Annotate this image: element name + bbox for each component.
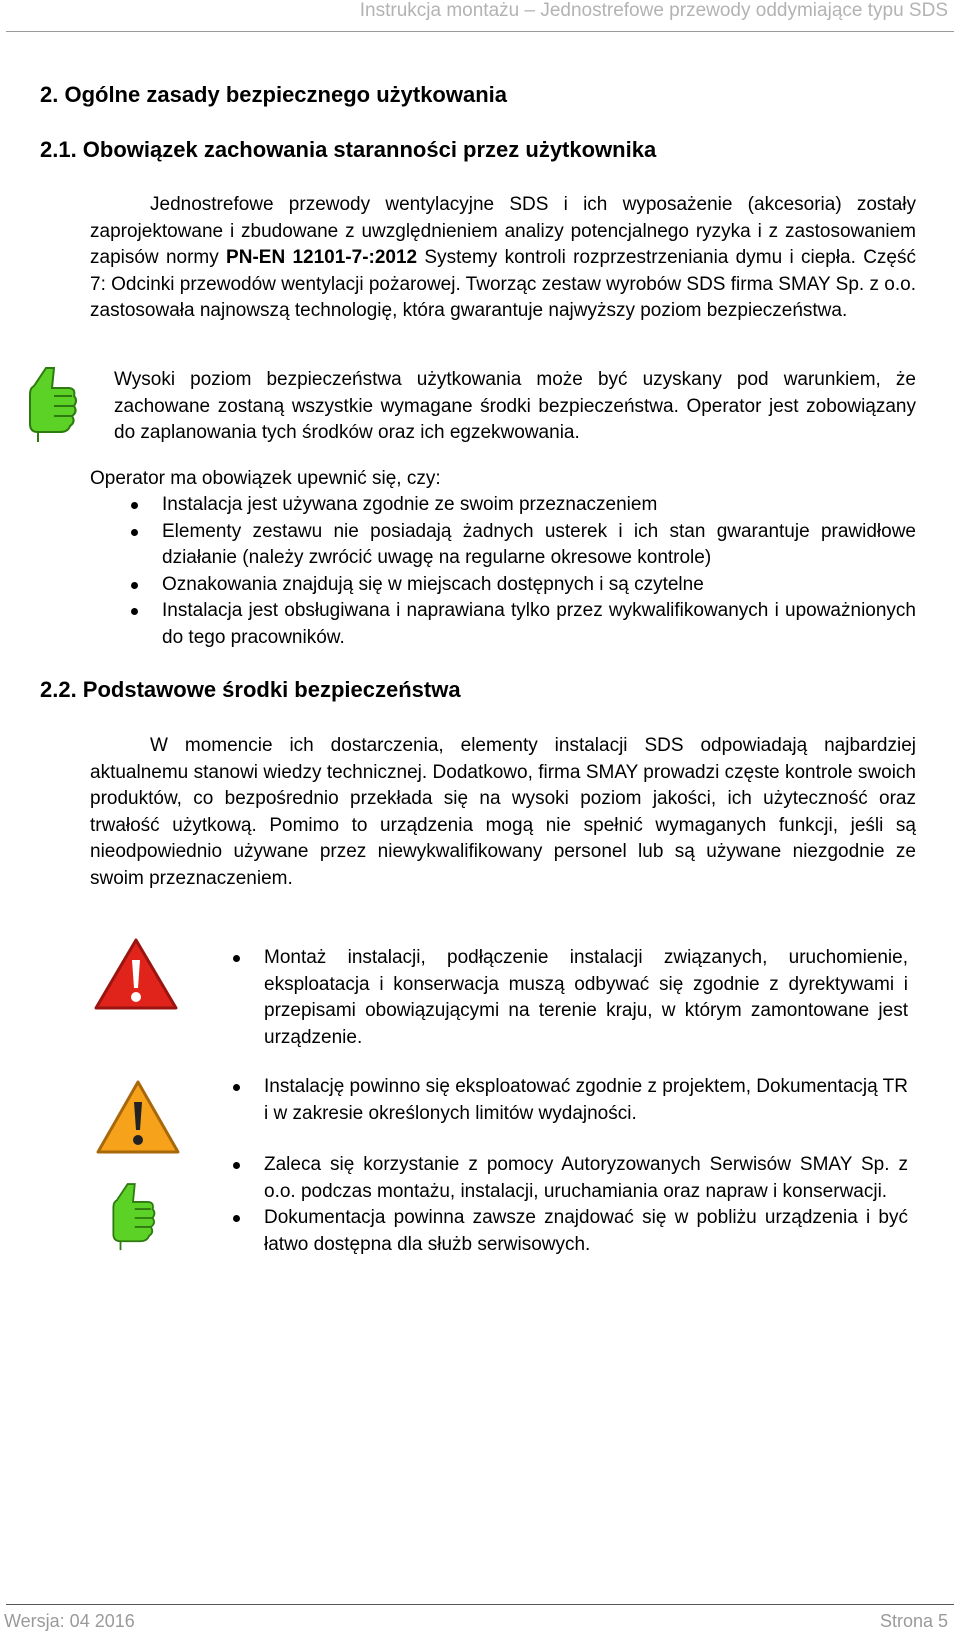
- basic-safety-text: W momencie ich dostarczenia, elementy instalacji SDS odpowiadają najbardziej aktualnemu stanowi wiedzy technicznej. Dodatkowo, firma SMAY prowadzi częste kontrole swoich produktów, co bezpośrednio przekłada się na wysoki poziom jakości, ich użyteczność oraz trwałość użytkową. Pomimo to urządzenia mogą nie spełnić wymaganych funkcji, jeśli są nieodpowiednio używane przez niewykwalifikowany personel lub są używane niezgodnie ze swoim przeznaczeniem.: [90, 735, 916, 889]
- intro-text-2: Systemy kontroli rozprzestrzeniania dymu i ciepła. Część 7: Odcinki przewodów wentylacji pożarowej. Tworząc zestaw wyrobów SDS firma SMAY Sp. z o.o. zastosowała najnowszą technologię, która gwarantuje najwyższy poziom bezpieczeństwa.: [90, 247, 916, 321]
- service-recommendations-list: [224, 1152, 908, 1258]
- list-item: Montaż instalacji, podłączenie instalacji związanych, uruchomienie, eksploatacja i konserwacja muszą odbywać się zgodnie z dyrektywami i przepisami obowiązującymi na terenie kraju, w którym zamontowane jest urządzenie.: [224, 945, 908, 1051]
- thumbs-up-icon: [108, 1180, 158, 1256]
- section-2-2-heading: 2.2. Podstawowe środki bezpieczeństwa: [40, 677, 461, 702]
- list-item: Instalację powinno się eksploatować zgodnie z projektem, Dokumentacją TR i w zakresie określonych limitów wydajności.: [224, 1074, 908, 1127]
- operation-rules-list: [224, 1074, 908, 1127]
- header-rule: [6, 31, 954, 32]
- operator-checklist: [122, 492, 916, 651]
- basic-safety-paragraph: [90, 733, 916, 892]
- warning-exclamation-icon: [94, 1078, 182, 1158]
- list-item: Dokumentacja powinna zawsze znajdować się w pobliżu urządzenia i być łatwo dostępna dla służb serwisowych.: [224, 1205, 908, 1258]
- list-item: Zaleca się korzystanie z pomocy Autoryzowanych Serwisów SMAY Sp. z o.o. podczas montażu, instalacji, uruchamiania oraz napraw i konserwacji.: [224, 1152, 908, 1205]
- section-2-heading: 2. Ogólne zasady bezpiecznego użytkowania: [40, 82, 508, 107]
- page-number: Strona 5: [879, 1611, 948, 1631]
- safety-note: Wysoki poziom bezpieczeństwa użytkowania może być uzyskany pod warunkiem, że zachowane zostaną wszystkie wymagane środki bezpieczeństwa. Operator jest zobowiązany do zaplanowania tych środków oraz ich egzekwowania.: [114, 369, 916, 443]
- section-2-1-heading: 2.1. Obowiązek zachowania staranności przez użytkownika: [40, 137, 657, 162]
- page-footer: [0, 1604, 960, 1634]
- operator-intro: Operator ma obowiązek upewnić się, czy:: [90, 468, 441, 489]
- installation-rules-list: [224, 945, 908, 1051]
- page-header: [0, 0, 960, 34]
- danger-exclamation-icon: [92, 936, 180, 1012]
- list-item: Instalacja jest używana zgodnie ze swoim przeznaczeniem: [122, 492, 916, 519]
- thumbs-up-icon: [24, 366, 80, 446]
- header-title: Instrukcja montażu – Jednostrefowe przewody oddymiające typu SDS: [359, 0, 948, 21]
- version-label: Wersja: 04 2016: [4, 1611, 135, 1631]
- list-item: Elementy zestawu nie posiadają żadnych usterek i ich stan gwarantuje prawidłowe działanie (należy zwrócić uwagę na regularne okresowe kontrole): [122, 519, 916, 572]
- list-item: Oznakowania znajdują się w miejscach dostępnych i są czytelne: [122, 572, 916, 599]
- list-item: Instalacja jest obsługiwana i naprawiana tylko przez wykwalifikowanych i upoważnionych do tego pracowników.: [122, 598, 916, 651]
- standard-number: PN-EN 12101-7-:2012: [226, 247, 418, 268]
- footer-rule: [6, 1604, 954, 1605]
- intro-text-1: Jednostrefowe przewody wentylacyjne SDS i ich wyposażenie (akcesoria) zostały zaprojektowane i zbudowane z uwzględnieniem analizy potencjalnego ryzyka i z zastosowaniem zapisów normy: [90, 194, 916, 268]
- intro-paragraph: [90, 192, 916, 325]
